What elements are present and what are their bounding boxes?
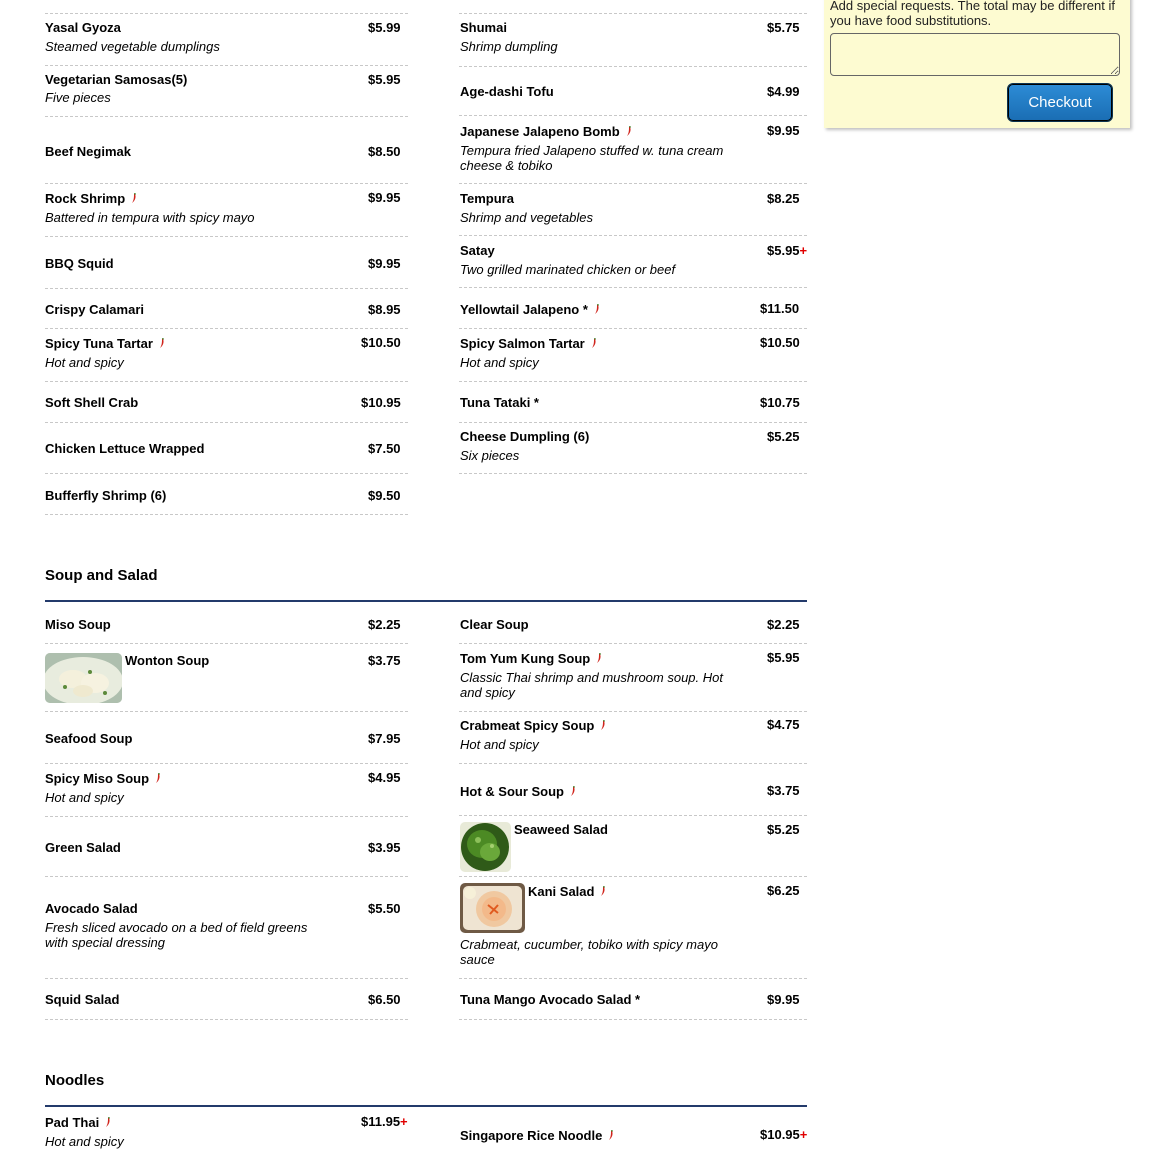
item-price: $5.75 <box>767 20 800 35</box>
row-divider <box>459 473 807 474</box>
special-requests-instructions: Add special requests. The total may be different if you have food substitutions. <box>830 0 1115 28</box>
item-name[interactable]: BBQ Squid <box>45 256 114 271</box>
item-price: $9.95 <box>368 256 401 271</box>
row-divider <box>459 287 807 288</box>
item-price: $4.99 <box>767 84 800 99</box>
item-name[interactable]: Vegetarian Samosas(5) <box>45 72 188 87</box>
item-name[interactable]: Age-dashi Tofu <box>460 84 554 99</box>
item-price: $3.75 <box>368 653 401 668</box>
row-divider <box>459 643 807 644</box>
chili-pepper-icon <box>591 337 597 352</box>
row-divider <box>45 65 408 66</box>
item-description: Steamed vegetable dumplings <box>45 39 220 54</box>
item-description: Hot and spicy <box>45 790 124 805</box>
order-panel <box>824 0 1130 128</box>
row-divider <box>45 183 408 184</box>
row-divider <box>45 473 408 474</box>
row-divider <box>459 422 807 423</box>
item-name[interactable]: Singapore Rice Noodle <box>460 1128 614 1144</box>
item-price: $11.50 <box>760 301 800 316</box>
row-divider <box>45 643 408 644</box>
item-name[interactable]: Bufferfly Shrimp (6) <box>45 488 167 503</box>
item-name[interactable]: Avocado Salad <box>45 901 138 916</box>
item-price: $3.95 <box>368 840 401 855</box>
item-price: $9.95 <box>767 992 800 1007</box>
item-price: $10.75 <box>760 395 800 410</box>
item-description: Hot and spicy <box>45 355 124 370</box>
item-name[interactable]: Kani Salad <box>528 884 606 900</box>
item-description: Tempura fried Jalapeno stuffed w. tuna cream cheese & tobiko <box>460 143 724 173</box>
item-name[interactable]: Squid Salad <box>45 992 120 1007</box>
special-requests-textarea[interactable] <box>830 33 1120 76</box>
item-description: Battered in tempura with spicy mayo <box>45 210 255 225</box>
seaweed-salad-photo[interactable] <box>460 822 511 872</box>
checkout-button[interactable]: Checkout <box>1007 83 1113 122</box>
row-divider <box>45 236 408 237</box>
item-price: $5.95 <box>767 650 800 665</box>
item-price: $4.95 <box>368 770 401 785</box>
row-divider <box>45 711 408 712</box>
item-name[interactable]: Spicy Tuna Tartar <box>45 336 165 352</box>
item-description: Fresh sliced avocado on a bed of field greens with special dressing <box>45 920 308 950</box>
item-description: Classic Thai shrimp and mushroom soup. Hot and spicy <box>460 670 723 700</box>
item-description: Six pieces <box>460 448 520 463</box>
item-price: $2.25 <box>767 617 800 632</box>
item-description: Hot and spicy <box>45 1134 124 1149</box>
item-description: Five pieces <box>45 90 111 105</box>
item-name[interactable]: Beef Negimak <box>45 144 131 159</box>
item-name[interactable]: Spicy Miso Soup <box>45 771 161 787</box>
item-price: $9.50 <box>368 488 401 503</box>
row-divider <box>45 978 408 979</box>
item-name[interactable]: Hot & Sour Soup <box>460 784 576 800</box>
row-divider <box>459 13 807 14</box>
item-price: $9.95 <box>767 123 800 138</box>
kani-salad-photo[interactable] <box>460 883 525 933</box>
item-name[interactable]: Crabmeat Spicy Soup <box>460 718 606 734</box>
item-name[interactable]: Green Salad <box>45 840 121 855</box>
price-plus-marker: + <box>799 243 808 258</box>
row-divider <box>45 116 408 117</box>
item-price: $5.50 <box>368 901 401 916</box>
row-divider <box>45 1019 408 1020</box>
row-divider <box>45 816 408 817</box>
row-divider <box>459 815 807 816</box>
item-name[interactable]: Shumai <box>460 20 507 35</box>
row-divider <box>45 381 408 382</box>
row-divider <box>459 235 807 236</box>
row-divider <box>45 763 408 764</box>
item-name[interactable]: Crispy Calamari <box>45 302 144 317</box>
row-divider <box>459 183 807 184</box>
row-divider <box>459 876 807 877</box>
item-price: $10.95 <box>361 395 401 410</box>
item-name[interactable]: Soft Shell Crab <box>45 395 139 410</box>
row-divider <box>45 514 408 515</box>
item-price: $4.75 <box>767 717 800 732</box>
chili-pepper-icon <box>626 125 632 140</box>
chili-pepper-icon <box>596 652 602 667</box>
item-description: Shrimp dumpling <box>460 39 558 54</box>
item-name[interactable]: Tom Yum Kung Soup <box>460 651 602 667</box>
item-price: $5.95 <box>368 72 401 87</box>
row-divider <box>45 288 408 289</box>
item-description: Two grilled marinated chicken or beef <box>460 262 676 277</box>
item-name[interactable]: Japanese Jalapeno Bomb <box>460 124 632 140</box>
item-name[interactable]: Pad Thai <box>45 1115 111 1131</box>
row-divider <box>45 328 408 329</box>
item-name[interactable]: Yasal Gyoza <box>45 20 121 35</box>
item-name[interactable]: Miso Soup <box>45 617 111 632</box>
item-name[interactable]: Clear Soup <box>460 617 529 632</box>
item-price: $5.95+ <box>767 243 808 258</box>
item-name[interactable]: Yellowtail Jalapeno * <box>460 302 600 318</box>
row-divider <box>459 381 807 382</box>
item-description: Crabmeat, cucumber, tobiko with spicy mayo sauce <box>460 937 718 967</box>
section-title: Noodles <box>45 1072 105 1089</box>
item-name[interactable]: Cheese Dumpling (6) <box>460 429 590 444</box>
item-price: $5.25 <box>767 429 800 444</box>
section-divider <box>45 1105 807 1107</box>
item-price: $6.50 <box>368 992 401 1007</box>
item-description: Shrimp and vegetables <box>460 210 593 225</box>
row-divider <box>459 115 807 116</box>
chili-pepper-icon <box>600 719 606 734</box>
item-price: $2.25 <box>368 617 401 632</box>
row-divider <box>45 876 408 877</box>
item-price: $7.95 <box>368 731 401 746</box>
section-divider <box>45 600 807 602</box>
item-description: Hot and spicy <box>460 355 539 370</box>
item-name[interactable]: Tuna Mango Avocado Salad * <box>460 992 641 1007</box>
item-price: $8.50 <box>368 144 401 159</box>
item-price: $3.75 <box>767 783 800 798</box>
item-price: $8.25 <box>767 191 800 206</box>
row-divider <box>459 763 807 764</box>
item-price: $5.25 <box>767 822 800 837</box>
chili-pepper-icon <box>131 192 137 207</box>
item-price: $10.95+ <box>760 1127 808 1142</box>
item-price: $11.95+ <box>361 1114 408 1129</box>
item-description: Hot and spicy <box>460 737 539 752</box>
item-price: $10.50 <box>361 335 401 350</box>
row-divider <box>459 711 807 712</box>
row-divider <box>459 978 807 979</box>
row-divider <box>459 328 807 329</box>
chili-pepper-icon <box>594 303 600 318</box>
item-name[interactable]: Spicy Salmon Tartar <box>460 336 597 352</box>
item-name[interactable]: Rock Shrimp <box>45 191 137 207</box>
item-price: $7.50 <box>368 441 401 456</box>
item-name[interactable]: Satay <box>460 243 495 258</box>
row-divider <box>459 66 807 67</box>
item-price: $8.95 <box>368 302 401 317</box>
wonton-soup-photo[interactable] <box>45 653 122 703</box>
item-price: $9.95 <box>368 190 401 205</box>
item-name[interactable]: Wonton Soup <box>125 653 210 668</box>
section-title: Soup and Salad <box>45 567 158 584</box>
item-name[interactable]: Chicken Lettuce Wrapped <box>45 441 205 456</box>
item-price: $10.50 <box>760 335 800 350</box>
item-price: $6.25 <box>767 883 800 898</box>
chili-pepper-icon <box>608 1129 614 1144</box>
chili-pepper-icon <box>570 785 576 800</box>
price-plus-marker: + <box>799 1127 808 1142</box>
chili-pepper-icon <box>600 885 606 900</box>
chili-pepper-icon <box>155 772 161 787</box>
row-divider <box>45 422 408 423</box>
chili-pepper-icon <box>159 337 165 352</box>
row-divider <box>459 1019 807 1020</box>
item-name[interactable]: Seafood Soup <box>45 731 133 746</box>
row-divider <box>45 13 408 14</box>
item-name[interactable]: Tempura <box>460 191 514 206</box>
item-price: $5.99 <box>368 20 401 35</box>
item-name[interactable]: Tuna Tataki * <box>460 395 539 410</box>
item-name[interactable]: Seaweed Salad <box>514 822 608 837</box>
price-plus-marker: + <box>400 1114 408 1129</box>
chili-pepper-icon <box>105 1116 111 1131</box>
